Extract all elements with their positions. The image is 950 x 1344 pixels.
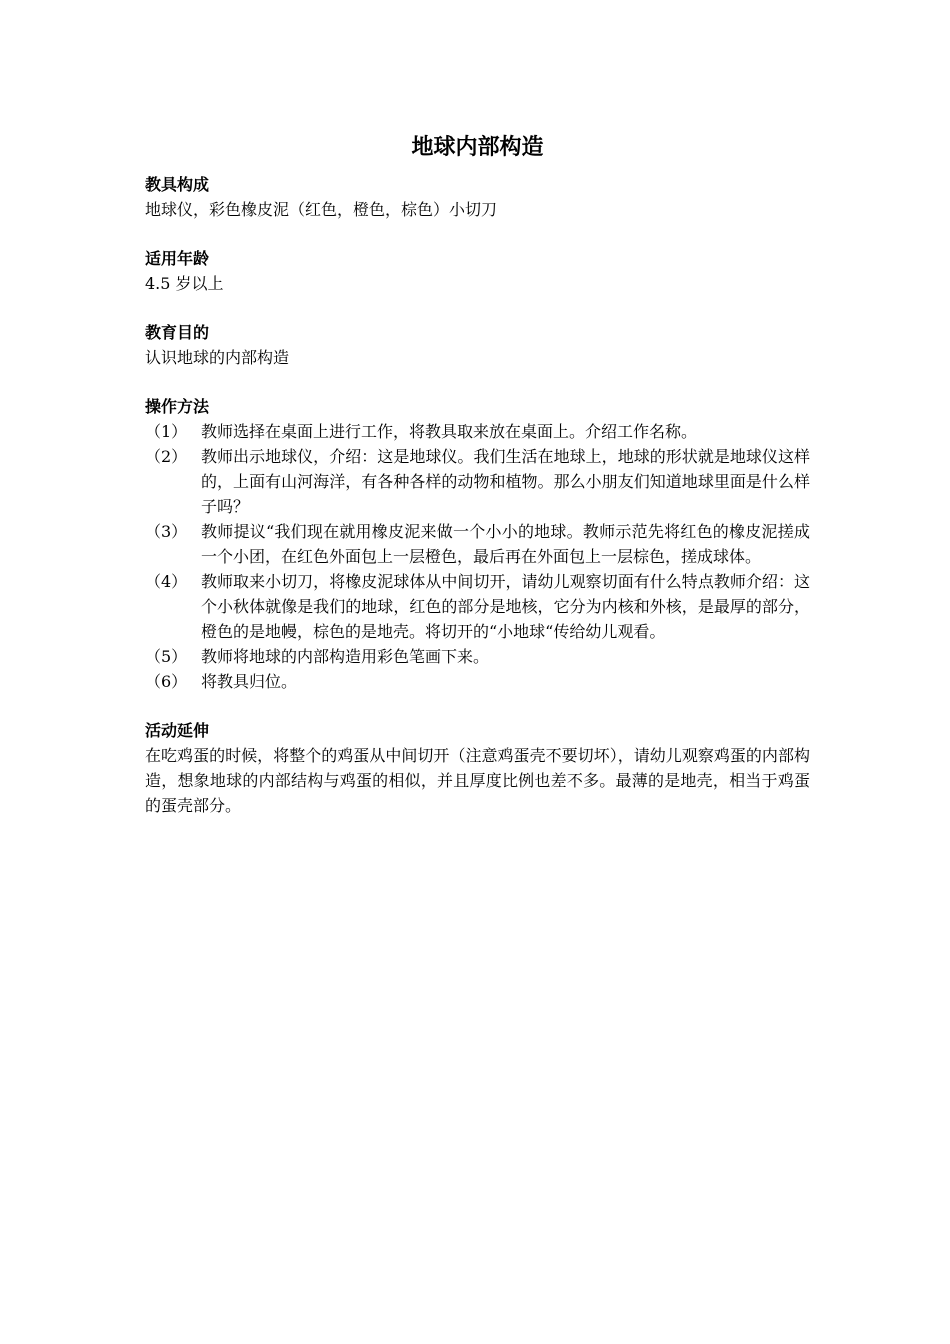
section-heading: 适用年龄 <box>145 249 210 268</box>
section-age <box>145 246 810 296</box>
section-extension <box>145 718 810 818</box>
step-number: （3） <box>145 522 188 541</box>
section-heading: 操作方法 <box>145 397 210 416</box>
step-item <box>145 644 810 669</box>
section-procedure <box>145 394 810 694</box>
page-title: 地球内部构造 <box>411 135 544 160</box>
step-text: 教师取来小切刀，将橡皮泥球体从中间切开，请幼儿观察切面有什么特点教师介绍：这个小秋体就像是我们的地球，红色的部分是地核，它分为内核和外核，是最厚的部分，橙色的是地幔，棕色的是地壳。将切开的“小地球“传给幼儿观看。 <box>201 572 810 641</box>
step-text: 教师将地球的内部构造用彩色笔画下来。 <box>201 647 490 666</box>
section-heading: 教具构成 <box>145 175 210 194</box>
step-item <box>145 519 810 569</box>
section-text: 4.5 岁以上 <box>145 274 224 293</box>
step-number: （4） <box>145 572 188 591</box>
section-text: 地球仪，彩色橡皮泥（红色，橙色，棕色）小切刀 <box>145 200 498 219</box>
section-heading: 教育目的 <box>145 323 210 342</box>
section-text: 在吃鸡蛋的时候，将整个的鸡蛋从中间切开（注意鸡蛋壳不要切坏），请幼儿观察鸡蛋的内部构造，想象地球的内部结构与鸡蛋的相似，并且厚度比例也差不多。最薄的是地壳，相当于鸡蛋的蛋壳部分。 <box>145 746 810 815</box>
section-heading: 活动延伸 <box>145 721 210 740</box>
step-text: 将教具归位。 <box>201 672 298 691</box>
step-item <box>145 444 810 519</box>
step-number: （6） <box>145 672 188 691</box>
procedure-steps <box>145 419 810 694</box>
step-item <box>145 669 810 694</box>
section-materials <box>145 172 810 222</box>
section-text: 认识地球的内部构造 <box>145 348 290 367</box>
step-number: （5） <box>145 647 188 666</box>
step-number: （1） <box>145 422 188 441</box>
step-text: 教师提议“我们现在就用橡皮泥来做一个小小的地球。教师示范先将红色的橡皮泥搓成一个小团，在红色外面包上一层橙色，最后再在外面包上一层棕色，搓成球体。 <box>201 522 810 566</box>
step-item <box>145 569 810 644</box>
step-number: （2） <box>145 447 188 466</box>
step-item <box>145 419 810 444</box>
document-page <box>145 130 810 842</box>
step-text: 教师出示地球仪，介绍：这是地球仪。我们生活在地球上，地球的形状就是地球仪这样的，上面有山河海洋，有各种各样的动物和植物。那么小朋友们知道地球里面是什么样子吗？ <box>201 447 810 516</box>
section-purpose <box>145 320 810 370</box>
step-text: 教师选择在桌面上进行工作，将教具取来放在桌面上。介绍工作名称。 <box>201 422 698 441</box>
